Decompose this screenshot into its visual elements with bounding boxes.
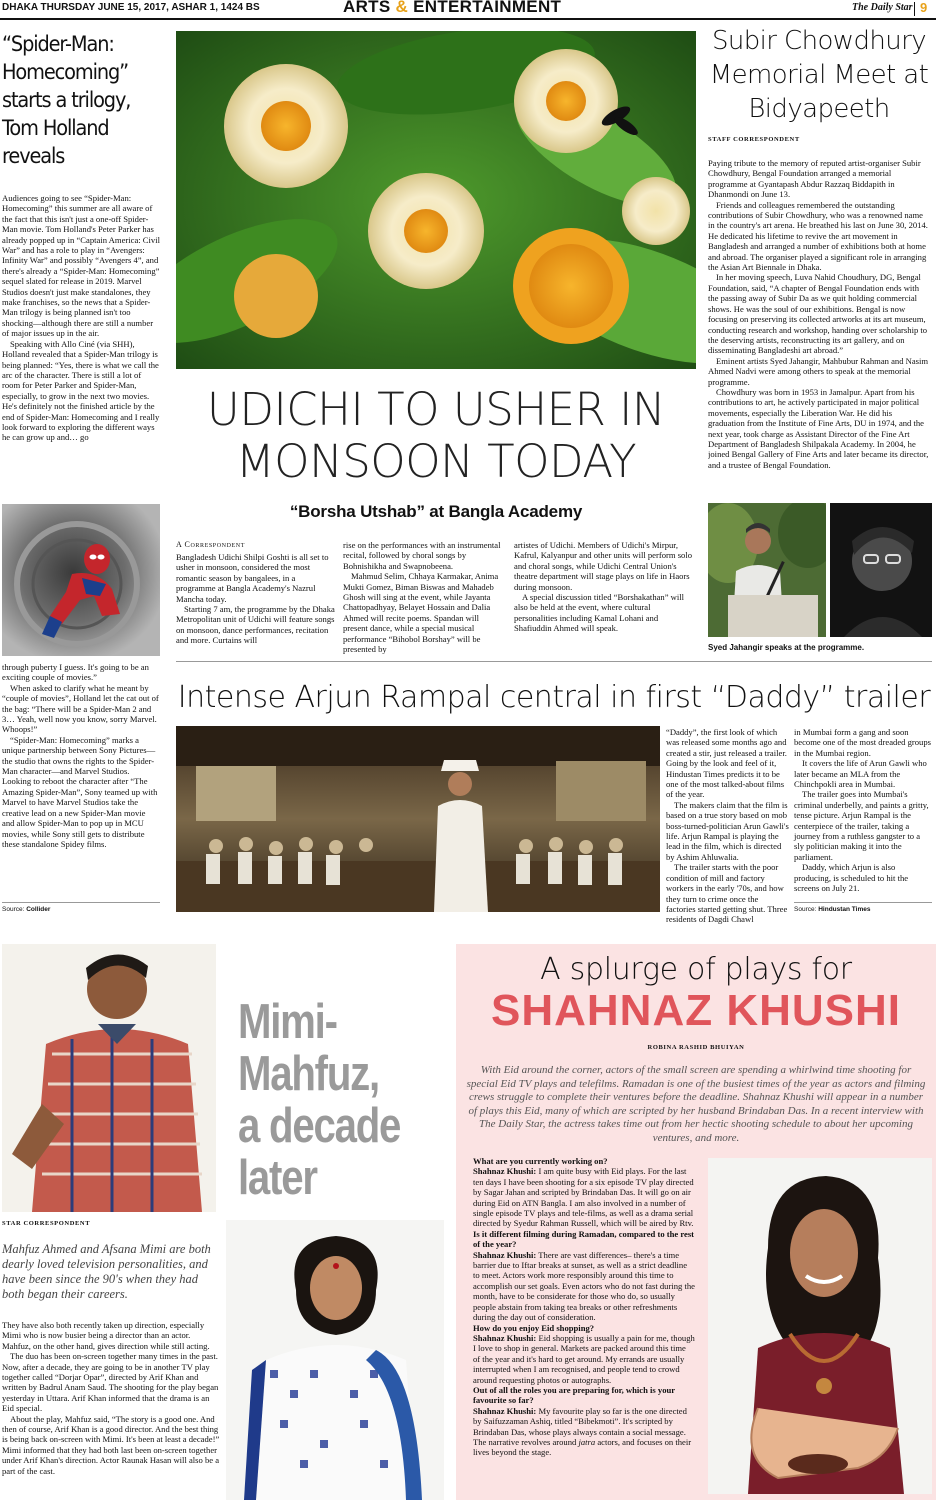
- spiderman-body-bottom: [2, 662, 160, 902]
- spiderman-p3: through puberty I guess. It's going to be an exciting couple of movies.”: [2, 662, 149, 683]
- udichi-headline: UDICHI TO USHER IN MONSOON TODAY: [206, 383, 666, 488]
- shahnaz-headline: SHAHNAZ KHUSHI: [491, 986, 901, 1035]
- mimi-body: They have also both recently taken up direction, especially Mimi who is now busier being a director than an actor. Mahfuz, on the other hand, gives direction while still acting. The duo has been on-screen together many times in the past. Now, after a decade, they are going to be in another TV play together called “Dorjar Opar”, directed by Arif Khan and written by Badrul Anam Saud. The shooting for the play began yesterday in Uttara. Arif Khan informed that the drama is an Eid special. About the play, Mahfuz said, “The story is a good one. And then of course, Arif Khan is a good director. And the best thing is being back on-screen with Mimi. It's been at least a decade!” Mimi informed that they had both last been on-screen together under Arif Khan's direction. Actor Raunak Hasan will also be a part of the cast.: [2, 1320, 220, 1476]
- udichi-col1: Bangladesh Udichi Shilpi Goshti is all set to usher in monsoon, considered the most romantic season by bangalees, in a programme at Bangla Academy's Nazrul Mancha today. Starting 7 am, the programme by the Dhaka Metropolitan unit of Udichi will feature songs on monsoon, dance performances, recitation and more. Curtains will: [176, 552, 335, 646]
- shahnaz-interview: What are you currently working on? Shahnaz Khushi: I am quite busy with Eid plays. For the last ten days I have been shooting for a six episode TV play directed by Sagar Jahan and scripted by Brindaban Das. It will go on air during Eid on ATN Bangla. I am also involved in a number of single episode TV plays and tele-films, as well as a drama serial directed by Syedur Rahman Russell, which will be aired by Rtv. Is it different filming during Ramadan, compared to the rest of the year? Shahnaz Khushi: There are vast differences– there's a time barrier due to Iftar breaks at sunset, as well as a strict deadline to meet. Actors work more responsibly around this time to accomplish our set goals. Even actors who do not fast during the month, have to be considerate for those who do, so usually people abstain from taking tea breaks or other refreshments during the day out of consideration. How do you enjoy Eid shopping? Shahnaz Khushi: Eid shopping is usually a pain for me, though I love to shop in general. Markets are packed around this time of the year and it's hard to get around. My errands are usually interrupted when I am recognised, and people tend to crowd around requesting photos or autographs. Out of all the roles you are preparing for, which is your favourite so far? Shahnaz Khushi: My favourite play so far is the one directed by Saifuzzaman Ashiq, titled “Bibekmoti”. It's scripted by Brindaban Das, whose plays always contain a social message. The narrative revolves around jatra actors, and focuses on their lives beyond the stage.: [473, 1156, 695, 1458]
- subir-body: Paying tribute to the memory of reputed artist-organiser Subir Chowdhury, Bengal Foundation arranged a memorial programme at Gyantapash Abdur Razzaq Biddapith in Dhanmondi on June 13. Friends and colleagues remembered the outstanding contributions of Subir Chowdhury, who was a renowned name in the country's art arena. He breathed his last on June 30, 2014. He dedicated his lifetime to revive the art movement in Bangladesh and arranged a number of exhibitions both at home and abroad. The organiser played a significant role in arranging the Asian Art Biennale in Dhaka. In her moving speech, Luva Nahid Choudhury, DG, Bengal Foundation, said, “A chapter of Bengal Foundation ends with the passing away of Subir Da as we quit holding commercial shows. He was the soul of our exhibitions. Bengal is now focusing on preserving its collected artworks at its art museum, conducting research and workshop, handing over scholarship to the deserving artists, reconstructing its art gallery, and on disseminating Bangladeshi art abroad.” Eminent artists Syed Jahangir, Mahbubur Rahman and Nasim Ahmed Nadvi were among others to speak at the memorial programme. Chowdhury was born in 1953 in Jamalpur. Apart from his contributions to art, he actively participated in major political movements, especially the Liberation War. He did his graduation from the Institute of Fine Arts, DU in 1974, and the next year, took charge as Assistant Director of the Fine Art Department of Bangladesh Shilpakala Academy. In 2004, he joined Bengal Gallery of Fine Arts and later became its director, and a trustee of Bengal Foundation.: [708, 158, 929, 470]
- dateline: DHAKA THURSDAY JUNE 15, 2017, ASHAR 1, 1424 BS: [2, 2, 260, 13]
- mahfuz-photo: [2, 944, 216, 1212]
- spiderman-p1: Audiences going to see “Spider-Man: Homecoming” this summer are all aware of the fact that this isn't just a one-off Spider-Man movie. Tom Holland's Peter Parker has already popped up in “Captain America: Civil War” and has a role to play in “Avengers: Infinity War” and possibly “Avengers 4”, and there's already a “Spider-Man: Homecoming” sequel slated for release in 2019. Marvel Studios doesn't just make standalones, they make franchises, so the news that a Spider-Man trilogy is being planned isn't too shocking—although there are still a number of major issues up in the air.: [2, 193, 160, 339]
- paper-logo: The Daily Star: [852, 2, 913, 13]
- daddy-source: Source: Hindustan Times: [794, 902, 932, 913]
- spiderman-source: Source: Collider: [2, 902, 160, 913]
- mimi-byline: STAR CORRESPONDENT: [2, 1220, 91, 1227]
- daddy-col2: in Mumbai form a gang and soon become one of the most dreaded groups in the Mumbai region. It covers the life of Arun Gawli who later became an MLA from the Chinchpokli area in Mumbai. The trailer goes into Mumbai's criminal underbelly, and paints a gritty, tense picture. Arjun Rampal is the centerpiece of the trailer, taking a journey from a ruthless gangster to a sly politician making it into the parliament. Daddy, which Arjun is also producing, is scheduled to hit the screens on July 21.: [794, 727, 931, 894]
- page-number: 9: [920, 0, 928, 15]
- daddy-headline: Intense Arjun Rampal central in first “Daddy” trailer: [177, 680, 931, 715]
- spiderman-p4: When asked to clarify what he meant by “couple of movies”, Holland let the cat out of the bag: “There will be a Spider-Man 2 and 3… Yeah, well now you know, sorry Marvel. Whoops!”: [2, 682, 159, 735]
- udichi-byline: A Correspondent: [176, 540, 246, 549]
- question-4: Out of all the roles you are preparing for, which is your favourite so far?: [473, 1384, 675, 1406]
- masthead: [0, 0, 936, 20]
- shahnaz-photo: [708, 1158, 932, 1494]
- spiderman-p2: Speaking with Allo Ciné (via SHH), Holland revealed that a Spider-Man trilogy is being planned: “Yes, there is what we call the arc of the character. There is still a lot of room for Peter Parker and Spider-Man, especially, to grow in the next two movies. He's definitely not the finished article by the end of Spider-Man: Homecoming and I really look forward to exploring the different ways he can grow up and… go: [2, 338, 160, 443]
- question-2: Is it different filming during Ramadan, compared to the rest of the year?: [473, 1228, 695, 1250]
- mimi-photo: [226, 1220, 444, 1500]
- rule-daddy: [176, 661, 932, 662]
- mimi-intro: Mahfuz Ahmed and Afsana Mimi are both dearly loved television personalities, and have been since the 90's when they had both began their careers.: [2, 1242, 211, 1301]
- spiderman-headline: “Spider-Man: Homecoming” starts a trilogy, Tom Holland reveals: [2, 32, 131, 168]
- subir-byline: STAFF CORRESPONDENT: [708, 136, 800, 143]
- daddy-photo: [176, 726, 660, 912]
- subir-headline: Subir Chowdhury Memorial Meet at Bidyapeeth: [709, 26, 929, 124]
- question-1: What are you currently working on?: [473, 1156, 608, 1166]
- shahnaz-intro: With Eid around the corner, actors of the small screen are spending a whirlwind time shooting for special Eid TV plays and telefilms. Ramadan is one of the busiest times of the year as actors and filming crews struggle to complete their ventures before the deadline. Shahnaz Khushi will appear in a number of plays this Eid, many of which are scripted by her husband Brindaban Das. In a recent interview with The Daily Star, the actress takes time out from her hectic shooting schedule to about her upcoming ventures, and more.: [466, 1064, 926, 1144]
- shahnaz-byline: ROBINA RASHID BHUIYAN: [647, 1044, 745, 1051]
- daddy-col1: “Daddy”, the first look of which was released some months ago and created a stir, just released a trailer. Going by the look and feel of it, Hindustan Times predicts it to be one of the most talked-about films of the year. The makers claim that the film is based on a true story based on mob boss-turned-politician Arun Gawli's life. Arjun Rampal is playing the lead in the film, which is directed by Ashim Ahluwalia. The trailer starts with the poor condition of mill and factory workers in the early '70s, and how they turn to crime once the factories started getting shut. Three residents of Dagdi Chawl: [666, 727, 789, 925]
- spiderman-photo: [2, 504, 160, 656]
- udichi-subhead: “Borsha Utshab” at Bangla Academy: [289, 502, 583, 521]
- shahnaz-kicker: A splurge of plays for: [540, 952, 852, 987]
- flowers-photo: [176, 31, 696, 369]
- page-divider: [914, 2, 915, 16]
- question-3: How do you enjoy Eid shopping?: [473, 1322, 595, 1333]
- spiderman-body-top: [2, 193, 160, 498]
- subir-portrait: [830, 503, 932, 637]
- udichi-col3: artistes of Udichi. Members of Udichi's Mirpur, Kafrul, Kalyanpur and other units will perform solo and choral songs, while Udichi Central Union's theatre department will stage plays on life in Haors during monsoon. A special discussion titled “Borshakathan” will also be held at the event, where cultural personalities including Kamal Lohani and Shafiuddin Ahmed will speak.: [514, 540, 693, 634]
- section-title: ARTS & ENTERTAINMENT: [343, 0, 562, 16]
- mimi-headline: Mimi- Mahfuz, a decade later: [238, 995, 401, 1205]
- udichi-col2: rise on the performances with an instrumental recital, followed by choral songs by Bohnishikha and Swapnobeena. Mahmud Selim, Chhaya Karmakar, Anima Mukti Gomez, Biman Biswas and Mahadeb Ghosh will sing at the event, while Jayanta Chattopadhyay, Belayet Hossain and Dalia Ahmed will recite poems. Spandan will present dance, while a special musical performance “Bihobol Borshay” will be presented by: [343, 540, 501, 655]
- subir-caption: Syed Jahangir speaks at the programme.: [708, 643, 865, 652]
- spiderman-p5: “Spider-Man: Homecoming” marks a unique partnership between Sony Pictures—the studio that owns the rights to the Spider-Man character—and Marvel Studios. Looking to reboot the character after “The Amazing Spider-Man”, Sony teamed up with Marvel to have Marvel Studios take the creative lead on a new Spider-Man movie and allow Spider-Man to pop up in MCU movies, while Sony still gets to distribute these standalone Spidey films.: [2, 734, 158, 849]
- jahangir-photo: [708, 503, 826, 637]
